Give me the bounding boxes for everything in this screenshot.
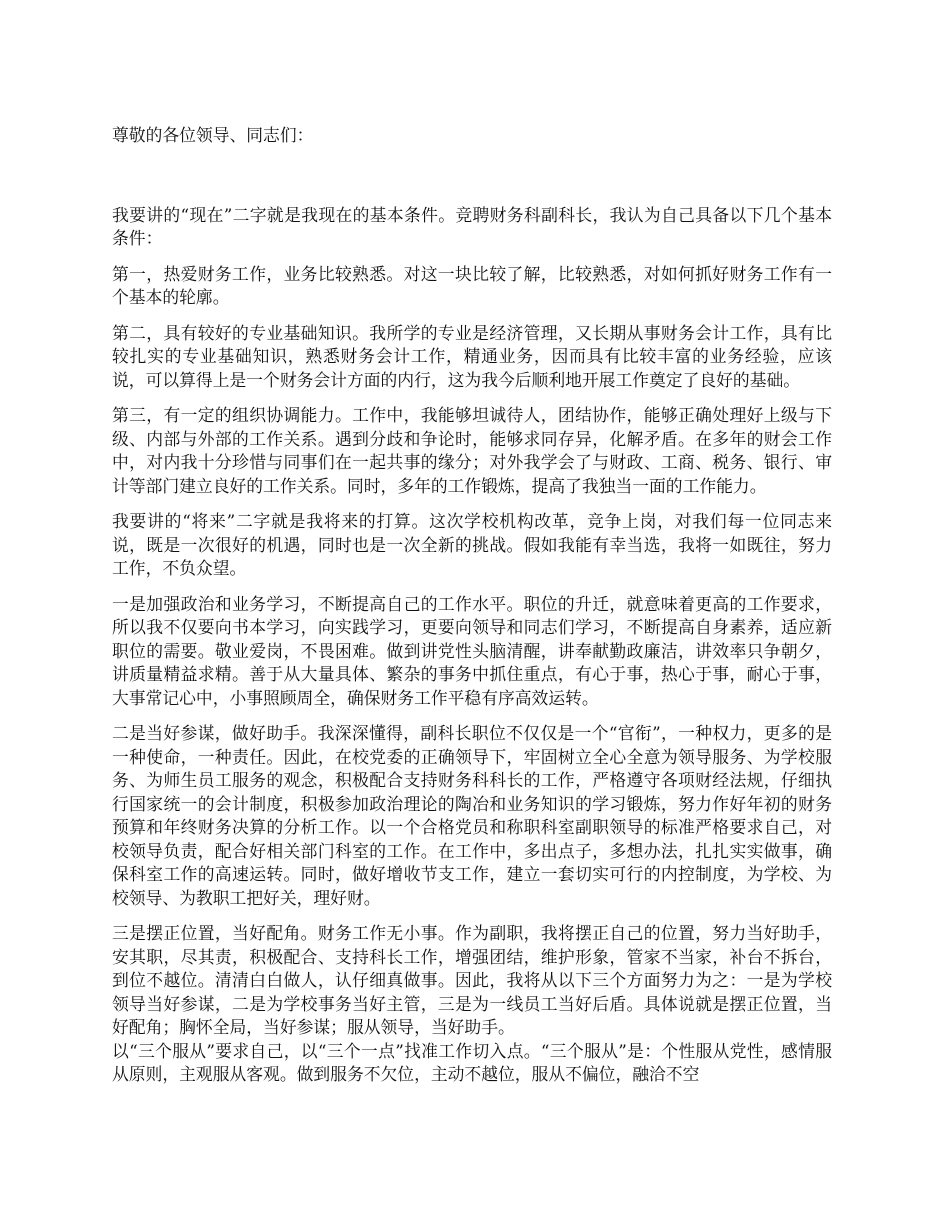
paragraph-condition-2: 第二，具有较好的专业基础知识。我所学的专业是经济管理，又长期从事财务会计工作，具有比较扎实的专业基础知识，熟悉财务会计工作，精通业务，因而具有比较丰富的业务经验，应该说，可以算得上是一个财务会计方面的内行，这为我今后顺利地开展工作奠定了良好的基础。 — [112, 322, 832, 390]
paragraph-present-intro: 我要讲的“现在”二字就是我现在的基本条件。竞聘财务科副科长，我认为自己具备以下几个基本条件： — [112, 204, 832, 248]
paragraph-plan-3: 三是摆正位置，当好配角。财务工作无小事。作为副职，我将摆正自己的位置，努力当好助手，安其职，尽其责，积极配合、支持科长工作，增强团结，维护形象，管家不当家，补台不拆台，到位不越位。清清白白做人，认仔细真做事。因此，我将从以下三个方面努力为之：一是为学校领导当好参谋，二是为学校事务当好主管，三是为一线员工当好后盾。具体说就是摆正位置，当好配角；胸怀全局，当好参谋；服从领导，当好助手。 — [112, 923, 832, 1037]
paragraph-future-intro: 我要讲的“将来”二字就是我将来的打算。这次学校机构改革，竞争上岗，对我们每一位同志来说，既是一次很好的机遇，同时也是一次全新的挑战。假如我能有幸当选，我将一如既往，努力工作，不负众望。 — [112, 511, 832, 578]
document-body — [112, 124, 832, 1099]
paragraph-plan-2: 二是当好参谋，做好助手。我深深懂得，副科长职位不仅仅是一个“官衔”，一种权力，更多的是一种使命，一种责任。因此，在校党委的正确领导下，牢固树立全心全意为领导服务、为学校服务、为师生员工服务的观念，积极配合支持财务科科长的工作，严格遵守各项财经法规，仔细执行国家统一的会计制度，积极参加政治理论的陶冶和业务知识的学习锻炼，努力作好年初的财务预算和年终财务决算的分析工作。以一个合格党员和称职科室副职领导的标准严格要求自己，对校领导负责，配合好相关部门科室的工作。在工作中，多出点子，多想办法，扎扎实实做事，确保科室工作的高速运转。同时，做好增收节支工作，建立一套切实可行的内控制度，为学校、为校领导、为教职工把好关，理好财。 — [112, 723, 832, 908]
paragraph-condition-1: 第一，热爱财务工作，业务比较熟悉。对这一块比较了解，比较熟悉，对如何抓好财务工作有一个基本的轮廓。 — [112, 263, 832, 307]
paragraph-plan-1: 一是加强政治和业务学习，不断提高自己的工作水平。职位的升迁，就意味着更高的工作要求，所以我不仅要向书本学习，向实践学习，更要向领导和同志们学习，不断提高自身素养，适应新职位的需要。敬业爱岗，不畏困难。做到讲党性头脑清醒，讲奉献勤政廉洁，讲效率只争朝夕，讲质量精益求精。善于从大量具体、繁杂的事务中抓住重点，有心于事，热心于事，耐心于事，大事常记心中，小事照顾周全，确保财务工作平稳有序高效运转。 — [112, 593, 832, 708]
salutation: 尊敬的各位领导、同志们： — [112, 125, 314, 145]
paragraph-condition-3: 第三，有一定的组织协调能力。工作中，我能够坦诚待人，团结协作，能够正确处理好上级与下级、内部与外部的工作关系。遇到分歧和争论时，能够求同存异，化解矛盾。在多年的财会工作中，对内我十分珍惜与同事们在一起共事的缘分；对外我学会了与财政、工商、税务、银行、审计等部门建立良好的工作关系。同时，多年的工作锻炼，提高了我独当一面的工作能力。 — [112, 405, 832, 496]
paragraph-three-obey: 以“三个服从”要求自己，以“三个一点”找准工作切入点。“三个服从”是：个性服从党性，感情服从原则，主观服从客观。做到服务不欠位，主动不越位，服从不偏位，融洽不空 — [112, 1040, 832, 1084]
